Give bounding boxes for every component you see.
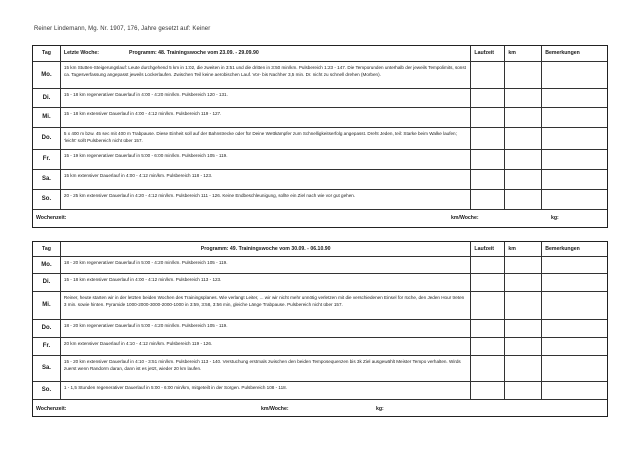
laufzeit-cell[interactable] bbox=[471, 257, 505, 273]
day-text: 15 - 19 km regenerativer Dauerlauf in 5:00 - 6:00 min/km. Pulsbereich 105 - 119. bbox=[61, 150, 472, 169]
laufzeit-cell[interactable] bbox=[471, 128, 505, 149]
laufzeit-cell[interactable] bbox=[471, 170, 505, 189]
bemerkungen-cell[interactable] bbox=[542, 62, 607, 88]
kg-label: kg: bbox=[551, 215, 559, 221]
day-text: 20 km extensiver Dauerlauf in 4:10 - 4:12 min/km. Pulsbereich 119 - 126. bbox=[61, 338, 472, 355]
header-row bbox=[33, 46, 607, 62]
wochenzeit-label: Wochenzeit: bbox=[36, 406, 67, 412]
bemerkungen-cell[interactable] bbox=[542, 320, 607, 337]
day-row bbox=[33, 257, 607, 274]
header-bemerkungen: Bemerkungen bbox=[545, 245, 580, 252]
km-woche-label: km/Woche: bbox=[451, 215, 479, 221]
week1-program-title: Programm: 48. Trainingswoche vom 23.09. - 29.09.90 bbox=[129, 50, 259, 56]
header-bemerkungen: Bemerkungen bbox=[545, 50, 580, 56]
km-cell[interactable] bbox=[505, 190, 542, 209]
day-row bbox=[33, 150, 607, 170]
day-row bbox=[33, 356, 607, 382]
day-label: Sa. bbox=[33, 170, 61, 189]
bemerkungen-cell[interactable] bbox=[542, 292, 607, 319]
laufzeit-cell[interactable] bbox=[471, 274, 505, 291]
day-label: Mi. bbox=[33, 292, 61, 319]
km-cell[interactable] bbox=[505, 292, 542, 319]
header-last-week: Letzte Woche: bbox=[63, 50, 99, 56]
week-table-2 bbox=[32, 241, 608, 417]
km-cell[interactable] bbox=[505, 257, 542, 273]
day-label: Do. bbox=[33, 128, 61, 149]
day-text: 15 - 18 km extensiver Dauerlauf in 4:00 - 4:12 min/km. Pulsbereich 119 - 127. bbox=[61, 108, 472, 127]
header-laufzeit: Laufzeit bbox=[471, 242, 505, 256]
km-woche-label: km/Woche: bbox=[261, 406, 289, 412]
laufzeit-cell[interactable] bbox=[471, 150, 505, 169]
day-label: Mo. bbox=[33, 62, 61, 88]
day-row bbox=[33, 338, 607, 356]
day-row bbox=[33, 274, 607, 292]
day-label: Fr. bbox=[33, 150, 61, 169]
day-row bbox=[33, 89, 607, 108]
bemerkungen-cell[interactable] bbox=[542, 382, 607, 399]
km-cell[interactable] bbox=[505, 338, 542, 355]
day-label: Sa. bbox=[33, 356, 61, 381]
bemerkungen-cell[interactable] bbox=[542, 150, 607, 169]
km-cell[interactable] bbox=[505, 150, 542, 169]
day-text: 15 - 18 km extensiver Dauerlauf in 4:00 - 4:12 min/km. Pulsbereich 113 - 123. bbox=[61, 274, 472, 291]
day-label: Di. bbox=[33, 274, 61, 291]
bemerkungen-cell[interactable] bbox=[542, 356, 607, 381]
km-cell[interactable] bbox=[505, 382, 542, 399]
bemerkungen-cell[interactable] bbox=[542, 128, 607, 149]
day-text: 15 - 20 km extensiver Dauerlauf in 4:10 - 3:51 min/km. Pulsbereich 113 - 140. Verstuchung erstmals zwischen den beiden Temposequenzen bis 3k Ziel ausgewählt Meister Tempo verhalten. Wirds zuerst wenn Randorm daran, dann ist es jetzt, wieder 20 km laufen. bbox=[61, 356, 472, 381]
day-row bbox=[33, 170, 607, 190]
day-text: 20 - 25 km extensiver Dauerlauf in 4:20 - 4:12 min/km. Pulsbereich 111 - 126. Keine Endbeschleunigung, sollte ein Ziel nach wie vor gut gehen. bbox=[61, 190, 472, 209]
day-text: 15 km Stutten-Steigerungslauf: Leute durchgehend 5 km in 1:02, die zweiten in 3:51 und die dritten in 3:50 min/km. Pulsbereich 1:23 - 147. Die Temporunden unterhalb der jeweils Tempolimits, sonst ca. Tagesverfassung angepasst jeweils Lockerlaufen. Zwischen Teil keine aerobischen Lauf. Vor- bis Nachher 3,5 min. Dr. nicht zu schnell drehen (Morben). bbox=[61, 62, 472, 88]
day-text: 15 - 18 km regenerativer Dauerlauf in 4:00 - 4:20 min/km. Pulsbereich 120 - 131. bbox=[61, 89, 472, 107]
day-text: 18 - 20 km regenerativer Dauerlauf in 5:00 - 4:20 min/km. Pulsbereich 105 - 119. bbox=[61, 320, 472, 337]
week1-footer bbox=[33, 210, 607, 226]
day-text: 18 - 20 km regenerativer Dauerlauf in 5:00 - 4:20 min/km. Pulsbereich 105 - 119. bbox=[61, 257, 472, 273]
laufzeit-cell[interactable] bbox=[471, 89, 505, 107]
kg-label: kg: bbox=[376, 406, 384, 412]
bemerkungen-cell[interactable] bbox=[542, 257, 607, 273]
laufzeit-cell[interactable] bbox=[471, 338, 505, 355]
header-tag: Tag bbox=[33, 46, 61, 61]
km-cell[interactable] bbox=[505, 274, 542, 291]
day-label: Di. bbox=[33, 89, 61, 107]
laufzeit-cell[interactable] bbox=[471, 356, 505, 381]
bemerkungen-cell[interactable] bbox=[542, 170, 607, 189]
km-cell[interactable] bbox=[505, 89, 542, 107]
day-row bbox=[33, 62, 607, 89]
wochenzeit-label: Wochenzeit: bbox=[36, 215, 67, 221]
day-row bbox=[33, 108, 607, 128]
week2-footer bbox=[33, 400, 607, 418]
day-row bbox=[33, 190, 607, 210]
bemerkungen-cell[interactable] bbox=[542, 89, 607, 107]
km-cell[interactable] bbox=[505, 128, 542, 149]
laufzeit-cell[interactable] bbox=[471, 382, 505, 399]
day-label: Do. bbox=[33, 320, 61, 337]
day-text: 1 - 1,5 Stunden regenerativer Dauerlauf in 5:00 - 6:00 min/km, mitgeteilt in der Sorgen. Pulsbereich 108 - 118. bbox=[61, 382, 472, 399]
header-km: km bbox=[505, 46, 542, 61]
day-text: 15 km extensiver Dauerlauf in 4:00 - 4:12 min/km. Pulsbereich 118 - 123. bbox=[61, 170, 472, 189]
laufzeit-cell[interactable] bbox=[471, 108, 505, 127]
laufzeit-cell[interactable] bbox=[471, 62, 505, 88]
km-cell[interactable] bbox=[505, 170, 542, 189]
day-label: Mi. bbox=[33, 108, 61, 127]
week2-program-title: Programm: 49. Trainingswoche vom 30.09. - 06.10.90 bbox=[200, 245, 331, 252]
km-cell[interactable] bbox=[505, 356, 542, 381]
km-cell[interactable] bbox=[505, 320, 542, 337]
day-label: Mo. bbox=[33, 257, 61, 273]
day-row bbox=[33, 382, 607, 400]
km-cell[interactable] bbox=[505, 62, 542, 88]
day-text: Reiner, heute starten wir in der letzten beiden Wochen des Trainingsplanes. Wie verlangt Leiter, ... wir wir nicht mehr unnötig verletzen mit die verschiedenen Einsel for rüche, den Jeden Hour treten 3 min. sowie hinten. Pyramide 1000-2000-3000-2000-1000 in 3:59, 3:58, 3:56 min, gleiche Länge Trabpause. Pulsbereich nicht über 157. bbox=[61, 292, 472, 319]
bemerkungen-cell[interactable] bbox=[542, 274, 607, 291]
day-label: So. bbox=[33, 382, 61, 399]
day-row bbox=[33, 320, 607, 338]
laufzeit-cell[interactable] bbox=[471, 190, 505, 209]
day-row bbox=[33, 292, 607, 320]
header-laufzeit: Laufzeit bbox=[471, 46, 505, 61]
header-row bbox=[33, 242, 607, 257]
document-title: Reiner Lindemann, Mg. Nr. 1907, 176, Jahre gesetzt auf: Keiner bbox=[34, 26, 211, 32]
bemerkungen-cell[interactable] bbox=[542, 108, 607, 127]
bemerkungen-cell[interactable] bbox=[542, 190, 607, 209]
laufzeit-cell[interactable] bbox=[471, 292, 505, 319]
week-table-1 bbox=[32, 45, 608, 228]
day-row bbox=[33, 128, 607, 150]
laufzeit-cell[interactable] bbox=[471, 320, 505, 337]
day-label: So. bbox=[33, 190, 61, 209]
bemerkungen-cell[interactable] bbox=[542, 338, 607, 355]
km-cell[interactable] bbox=[505, 108, 542, 127]
header-km: km bbox=[505, 242, 542, 256]
day-label: Fr. bbox=[33, 338, 61, 355]
header-tag: Tag bbox=[33, 242, 61, 256]
day-text: 5 x 400 m bzw. 45 sec mit 400 m Trabpause. Diese Einheit soll auf der Bahnstrecke oder für Deine Wettkämpfer zum Schnelligkeitserfolg angepasst. Dreht Jeden, teil: Starke beim Walke laufen; 'leicht' sollt Pulsbereich nicht über 157. bbox=[61, 128, 472, 149]
